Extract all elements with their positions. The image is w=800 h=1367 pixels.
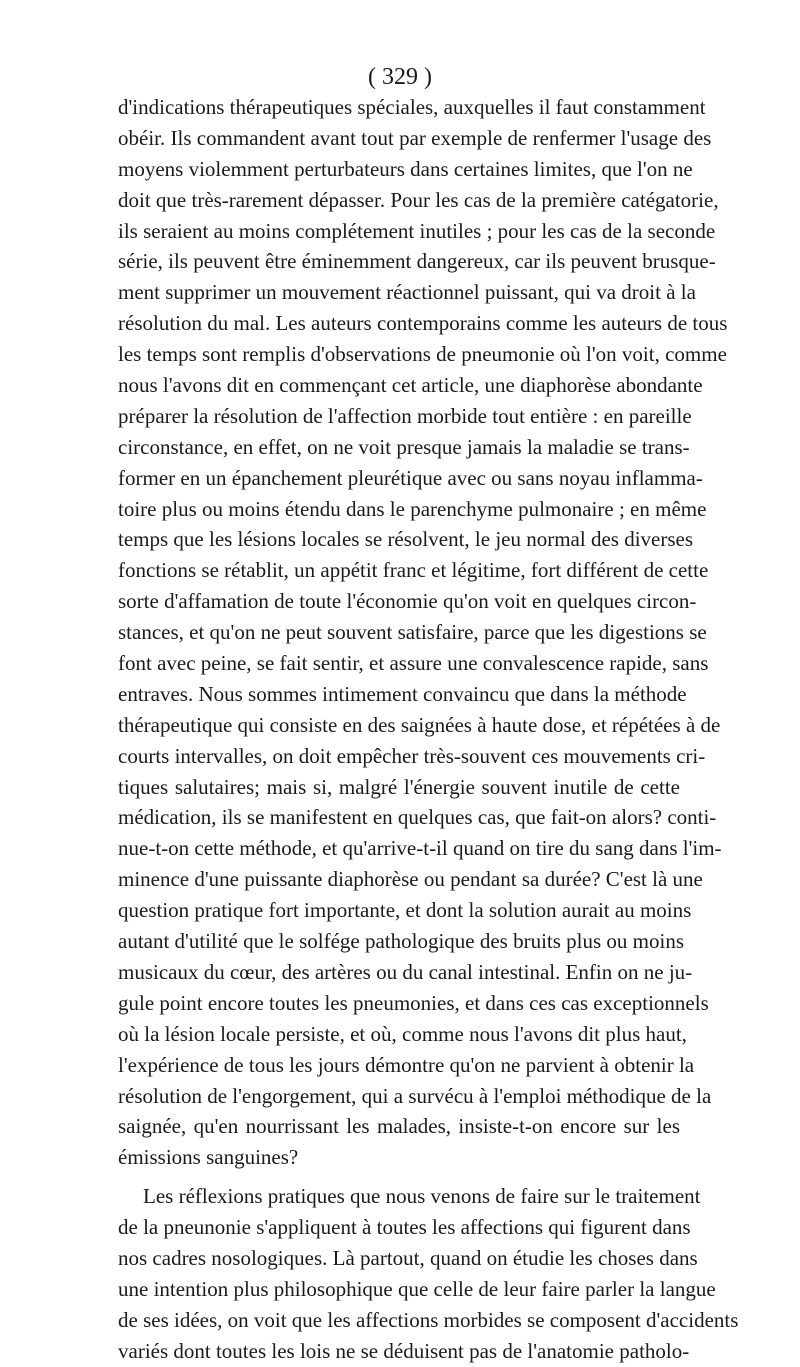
text-line: circonstance, en effet, on ne voit presque jamais la maladie se trans- [118,434,690,459]
text-line: de la pneunonie s'appliquent à toutes les affections qui figurent dans [118,1215,691,1240]
text-line: obéir. Ils commandent avant tout par exemple de renfermer l'usage des [118,125,712,150]
text-line: sorte d'affamation de toute l'économie qu'on voit en quelques circon- [118,589,697,614]
text-line: préparer la résolution de l'affection morbide tout entière : en pareille [118,403,692,428]
text-line: nos cadres nosologiques. Là partout, quand on étudie les choses dans [118,1245,698,1270]
text-line: stances, et qu'on ne peut souvent satisfaire, parce que les digestions se [118,620,707,645]
body-text [118,92,739,1367]
text-line: gule point encore toutes les pneumonies, et dans ces cas exceptionnels [118,990,709,1015]
text-line: l'expérience de tous les jours démontre qu'on ne parvient à obtenir la [118,1052,695,1077]
text-line: médication, ils se manifestent en quelques cas, que fait-on alors? conti- [118,805,717,830]
text-line: question pratique fort importante, et dont la solution aurait au moins [118,898,692,923]
text-line: musicaux du cœur, des artères ou du canal intestinal. Enfin on ne ju- [118,959,693,984]
text-line: les temps sont remplis d'observations de pneumonie où l'on voit, comme [118,342,727,367]
text-line: minence d'une puissante diaphorèse ou pendant sa durée? C'est là une [118,867,703,892]
text-line: nue-t-on cette méthode, et qu'arrive-t-il quand on tire du sang dans l'im- [118,836,722,861]
text-line: variés dont toutes les lois ne se déduisent pas de l'anatomie patholo- [118,1338,690,1363]
text-line: saignée, qu'en nourrissant les malades, insiste-t-on encore sur les [118,1114,680,1139]
paragraph [118,92,728,1173]
text-line: où la lésion locale persiste, et où, comme nous l'avons dit plus haut, [118,1021,687,1046]
text-line: toire plus ou moins étendu dans le parenchyme pulmonaire ; en même [118,496,707,521]
text-line: former en un épanchement pleurétique avec ou sans noyau inflamma- [118,465,703,490]
text-line: thérapeutique qui consiste en des saignées à haute dose, et répétées à de [118,712,721,737]
text-line: fonctions se rétablit, un appétit franc et légitime, fort différent de cette [118,558,709,583]
page-number: ( 329 ) [368,64,432,90]
text-line: courts intervalles, on doit empêcher très-souvent ces mouvements cri- [118,743,706,768]
text-line: moyens violemment perturbateurs dans certaines limites, que l'on ne [118,156,693,181]
text-line: Les réflexions pratiques que nous venons de faire sur le traitement [143,1184,701,1209]
text-line: ils seraient au moins complétement inutiles ; pour les cas de la seconde [118,218,716,243]
text-line: émissions sanguines? [118,1145,299,1170]
text-line: nous l'avons dit en commençant cet article, une diaphorèse abondante [118,373,703,398]
text-line: ment supprimer un mouvement réactionnel puissant, qui va droit à la [118,280,696,305]
text-line: de ses idées, on voit que les affections morbides se composent d'accidents [118,1307,739,1332]
text-line: une intention plus philosophique que celle de leur faire parler la langue [118,1276,716,1301]
paragraph-gap [118,1173,680,1181]
text-line: doit que très-rarement dépasser. Pour les cas de la première catégatorie, [118,187,719,212]
paragraph [118,1181,739,1366]
text-line: autant d'utilité que le solfége pathologique des bruits plus ou moins [118,929,685,954]
text-line: tiques salutaires; mais si, malgré l'énergie souvent inutile de cette [118,774,680,799]
text-line: résolution du mal. Les auteurs contemporains comme les auteurs de tous [118,311,728,336]
text-line: entraves. Nous sommes intimement convaincu que dans la méthode [118,681,687,706]
text-line: d'indications thérapeutiques spéciales, auxquelles il faut constamment [118,95,706,119]
text-line: résolution de l'engorgement, qui a survécu à l'emploi méthodique de la [118,1083,712,1108]
text-line: font avec peine, se fait sentir, et assure une convalescence rapide, sans [118,651,709,676]
text-line: temps que les lésions locales se résolvent, le jeu normal des diverses [118,527,694,552]
text-line: série, ils peuvent être éminemment dangereux, car ils peuvent brusque- [118,249,716,274]
